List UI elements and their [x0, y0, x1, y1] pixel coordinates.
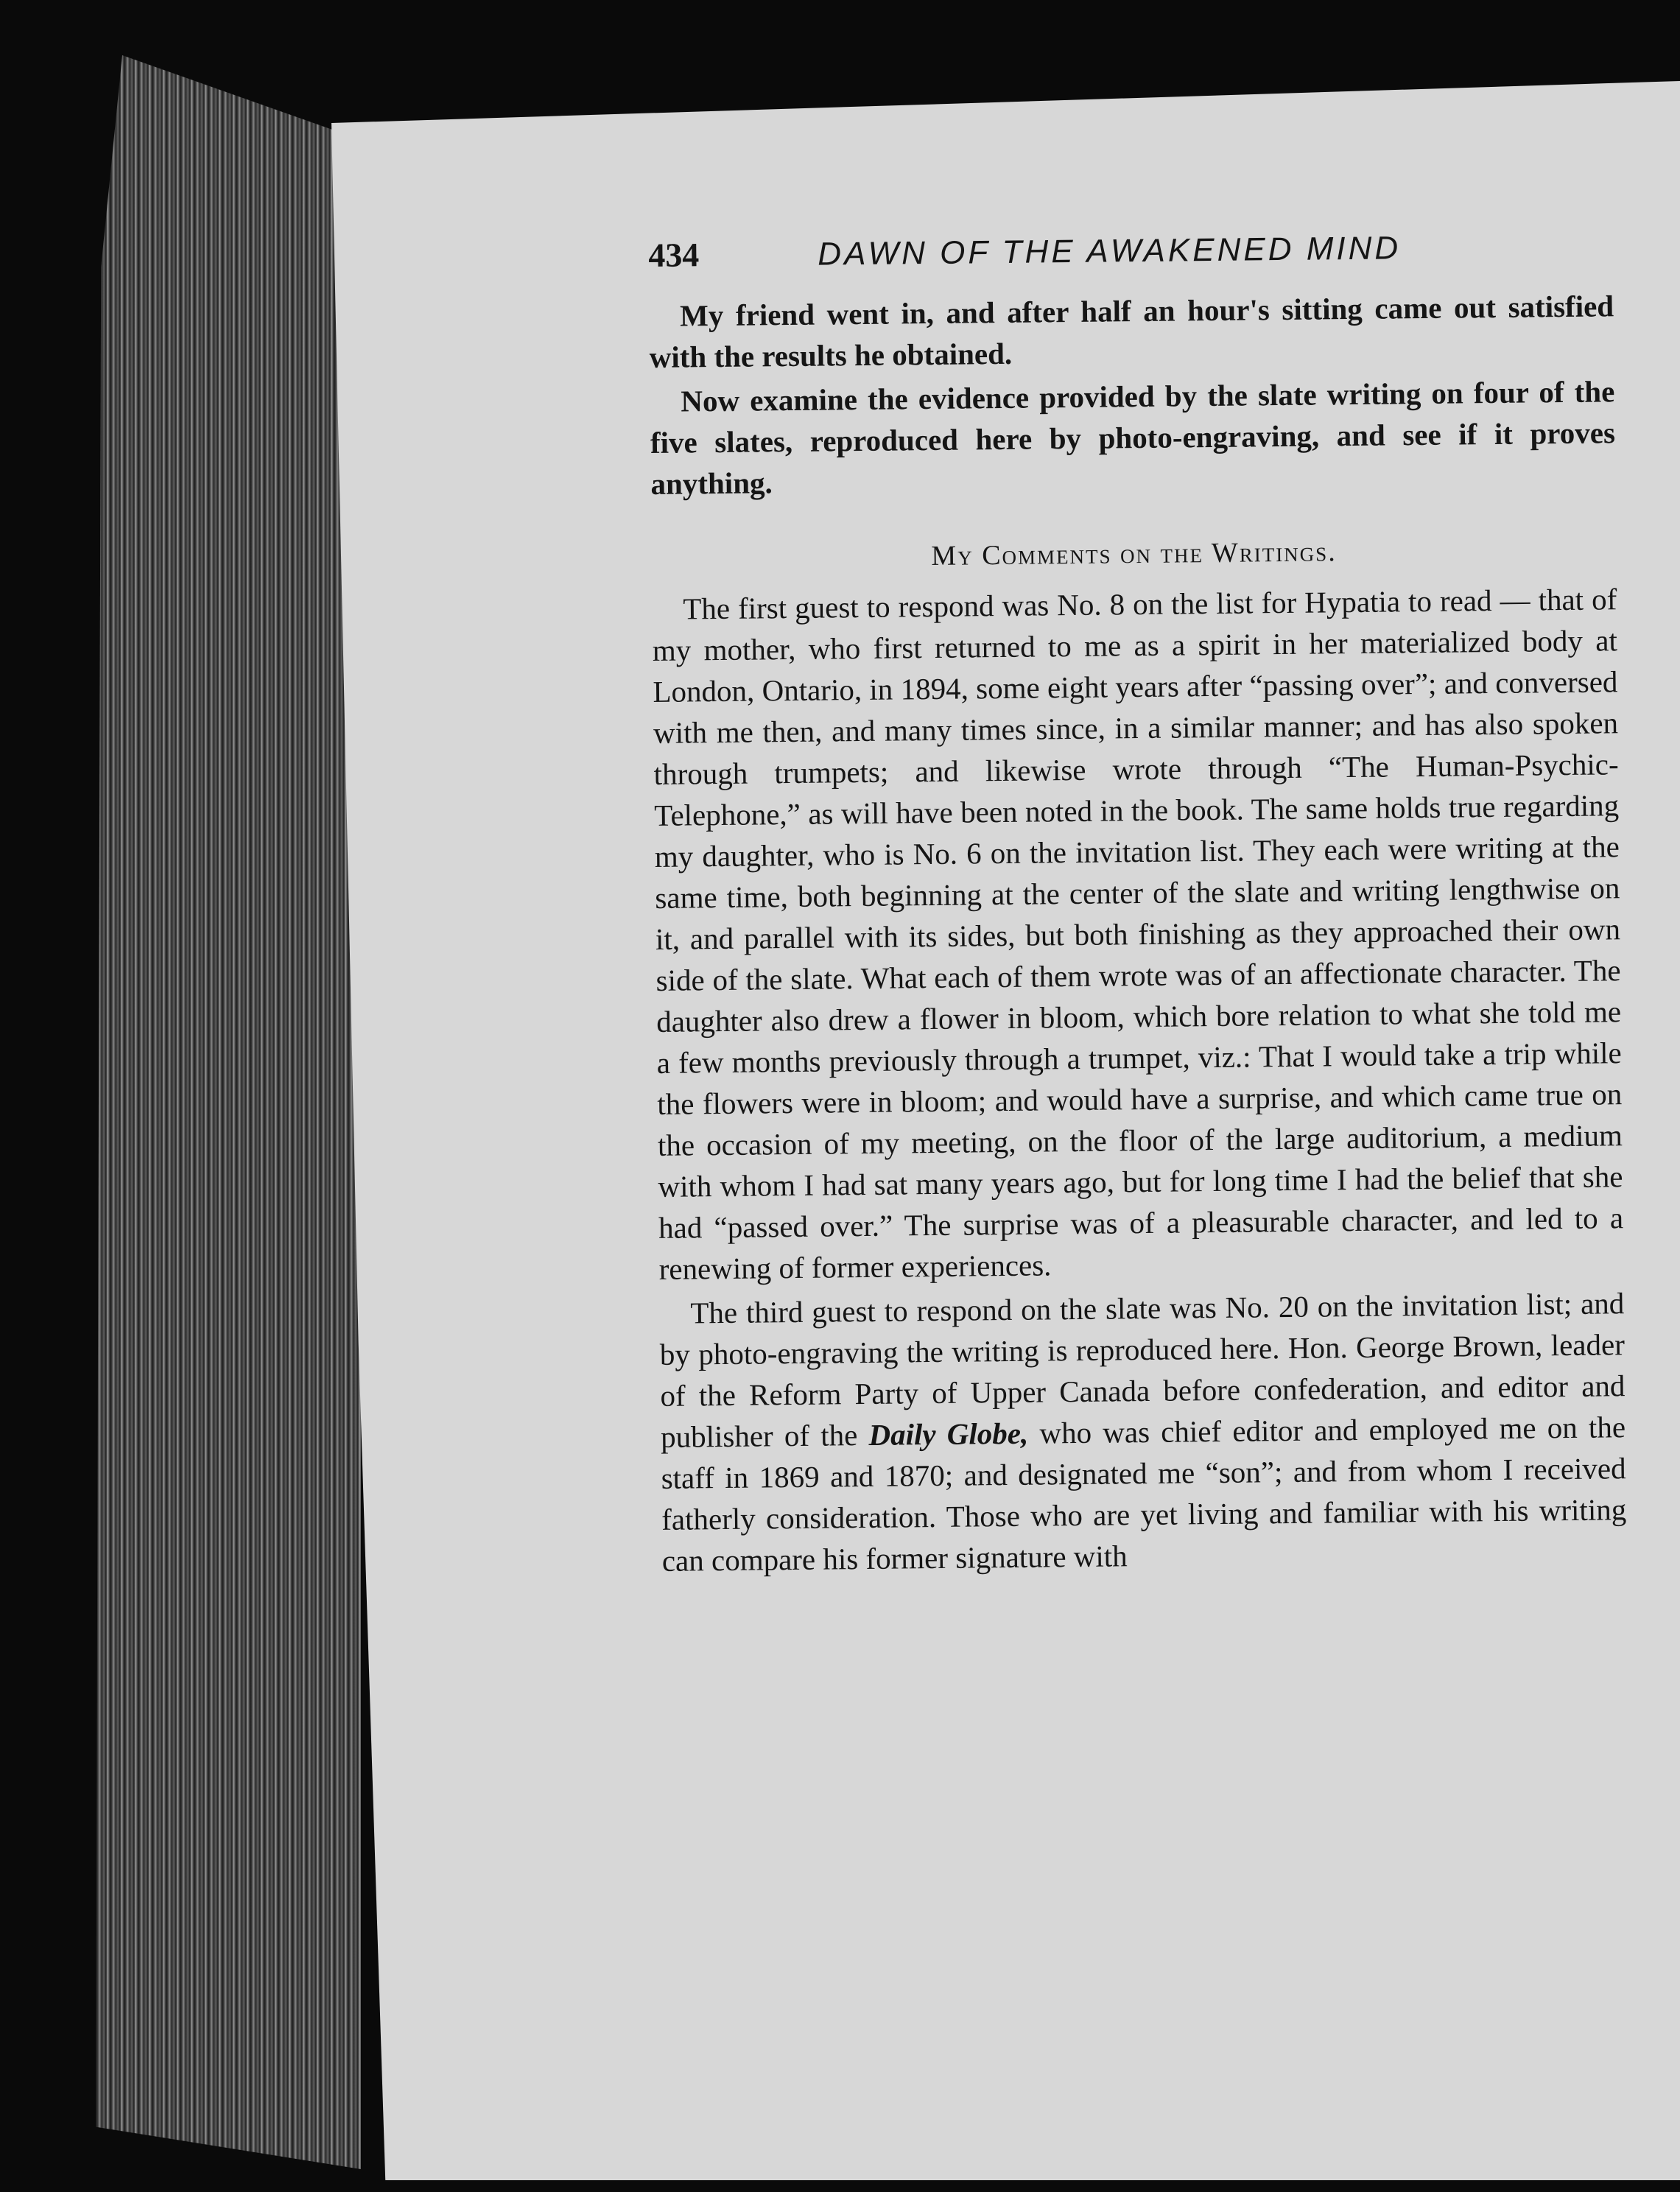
paragraph-3: The first guest to respond was No. 8 on the list for Hypatia to read — that of my mother, who first returned to me as a spirit in her materialized body at London, Ontario, in 1894, some eight years after “passing over”; and conversed with me then, and many times since, in a similar manner; and has also spoken through trumpets; and likewise wrote through “The Human-Psychic-Telephone,” as will have been noted in the book. The same holds true regarding my daughter, who is No. 6 on the invitation list. They each were writing at the same time, both beginning at the center of the slate and writing lengthwise on it, and parallel with its sides, but both finishing as they approached their own side of the slate. What each of them wrote was of an affectionate character. The daughter also drew a flower in bloom, which bore relation to what she told me a few months previously through a trumpet, viz.: That I would take a trip while the flowers were in bloom; and would have a surprise, and which came true on the occasion of my meeting, on the floor of the large auditorium, a medium with whom I had sat many years ago, but for long time I had the belief that she had “passed over.” The surprise was of a pleasurable character, and led to a renewing of former experiences. — [652, 582, 1624, 1286]
paragraph-1: My friend went in, and after half an hour's sitting came out satisfied with the results he obtained. — [649, 289, 1614, 374]
paragraph-4-part2: who was chief editor and employed me on the staff in 1869 and 1870; and designated me “son”; and from whom I received fatherly consideration. Those who are yet living and familiar with his writing can compare his former signature with — [661, 1410, 1627, 1578]
paragraph-4 — [659, 1282, 1627, 1581]
page-content — [648, 225, 1627, 1584]
section-heading: My Comments on the Writings. — [931, 536, 1337, 572]
paragraph-2: Now examine the evidence provided by the slate writing on four of the five slates, reproduced here by photo-engraving, and see if it proves anything. — [650, 374, 1616, 501]
paragraph-4-part1: The third guest to respond on the slate was No. 20 on the invitation list; and by photo-engraving the writing is reproduced here. Hon. George Brown, leader of the Reform Party of Upper Canada before confederation, and editor and publisher of the — [659, 1286, 1625, 1454]
page-number: 434 — [648, 236, 700, 274]
running-title: DAWN OF THE AWAKENED MIND — [818, 230, 1402, 273]
newspaper-title: Daily Globe, — [868, 1416, 1029, 1452]
book-page-edges — [96, 55, 361, 2169]
